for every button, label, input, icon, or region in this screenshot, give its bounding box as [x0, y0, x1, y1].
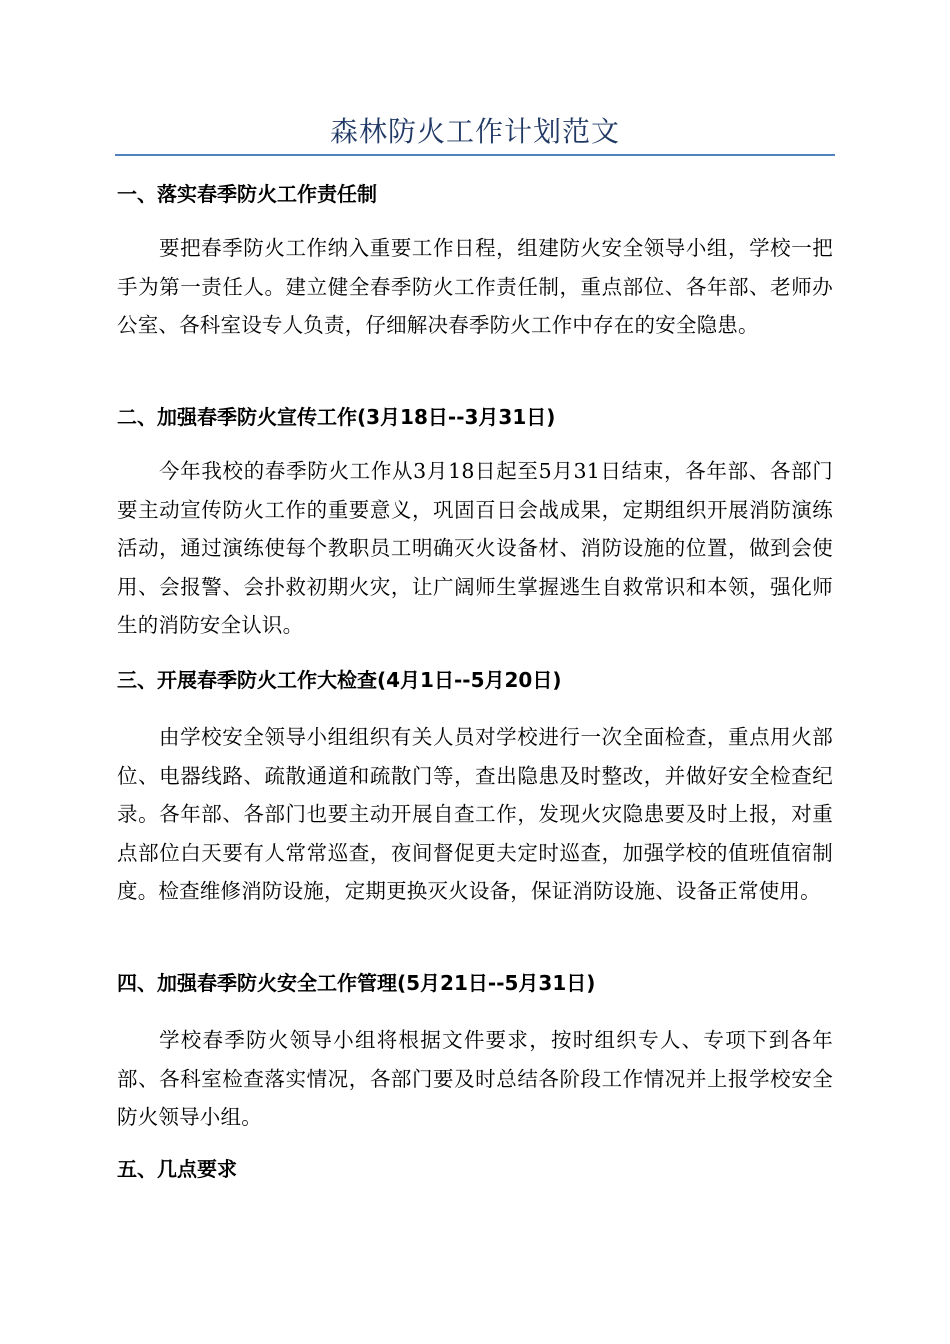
- section-3-body: 由学校安全领导小组组织有关人员对学校进行一次全面检查，重点用火部位、电器线路、疏散通道和疏散门等，查出隐患及时整改，并做好安全检查纪录。各年部、各部门也要主动开展自查工作，发现火灾隐患要及时上报，对重点部位白天要有人常常巡查，夜间督促更夫定时巡查，加强学校的值班值宿制度。检查维修消防设施，定期更换灭火设备，保证消防设施、设备正常使用。: [117, 725, 833, 903]
- section-4-heading: 四、加强春季防火安全工作管理(5月21日--5月31日): [117, 971, 596, 995]
- document-title: 森林防火工作计划范文: [329, 115, 620, 148]
- section-1-heading: 一、落实春季防火工作责任制: [117, 182, 377, 206]
- section-2-heading: 二、加强春季防火宣传工作(3月18日--3月31日): [117, 405, 556, 429]
- section-4-body: 学校春季防火领导小组将根据文件要求，按时组织专人、专项下到各年部、各科室检查落实情况，各部门要及时总结各阶段工作情况并上报学校安全防火领导小组。: [117, 1028, 833, 1129]
- title-underline: [115, 154, 835, 156]
- section-2-body: 今年我校的春季防火工作从3月18日起至5月31日结束，各年部、各部门要主动宣传防火工作的重要意义，巩固百日会战成果，定期组织开展消防演练活动，通过演练使每个教职员工明确灭火设备材、消防设施的位置，做到会使用、会报警、会扑救初期火灾，让广阔师生掌握逃生自救常识和本领，强化师生的消防安全认识。: [117, 459, 833, 637]
- section-5-heading: 五、几点要求: [117, 1157, 237, 1181]
- section-1-body: 要把春季防火工作纳入重要工作日程，组建防火安全领导小组，学校一把手为第一责任人。建立健全春季防火工作责任制，重点部位、各年部、老师办公室、各科室设专人负责，仔细解决春季防火工作中存在的安全隐患。: [117, 236, 833, 337]
- section-3-heading: 三、开展春季防火工作大检查(4月1日--5月20日): [117, 668, 562, 692]
